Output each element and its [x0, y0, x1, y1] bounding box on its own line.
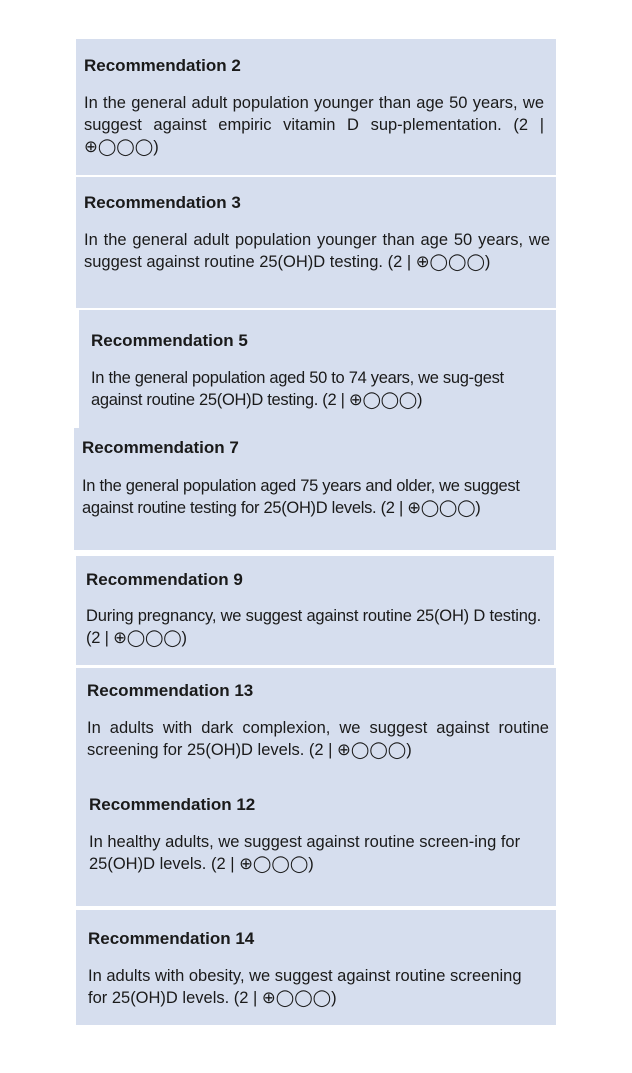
recommendation-9-title: Recommendation 9: [86, 570, 243, 589]
recommendation-3-title: Recommendation 3: [84, 193, 241, 212]
recommendation-7-title: Recommendation 7: [82, 438, 239, 457]
recommendation-9-text: During pregnancy, we suggest against routine 25(OH) D testing. (2 | ⊕◯◯◯): [86, 607, 542, 647]
recommendation-5-text: In the general population aged 50 to 74 years, we sug-gest against routine 25(OH)D testing. (2 | ⊕◯◯◯): [91, 369, 504, 409]
recommendation-14-title: Recommendation 14: [88, 929, 255, 948]
recommendation-12-title: Recommendation 12: [89, 795, 256, 814]
recommendation-2-title: Recommendation 2: [84, 56, 241, 75]
recommendation-2-text: In the general adult population younger than age 50 years, we suggest against empiric vitamin D sup-plementation. (2 | ⊕◯◯◯): [84, 94, 544, 156]
recommendation-14-text: In adults with obesity, we suggest against routine screening for 25(OH)D levels. (2 | ⊕◯◯◯): [88, 967, 522, 1007]
recommendation-5-title: Recommendation 5: [91, 331, 248, 350]
recommendation-12-text: In healthy adults, we suggest against routine screen-ing for 25(OH)D levels. (2 | ⊕◯◯◯): [89, 833, 521, 873]
recommendation-7-text: In the general population aged 75 years and older, we suggest against routine testing for 25(OH)D levels. (2 | ⊕◯◯◯): [82, 477, 520, 517]
recommendation-3-text: In the general adult population younger than age 50 years, we suggest against routine 25(OH)D testing. (2 | ⊕◯◯◯): [84, 231, 550, 271]
recommendation-13-title: Recommendation 13: [87, 681, 254, 700]
recommendation-13-text: In adults with dark complexion, we suggest against routine screening for 25(OH)D levels. (2 | ⊕◯◯◯): [87, 719, 549, 759]
